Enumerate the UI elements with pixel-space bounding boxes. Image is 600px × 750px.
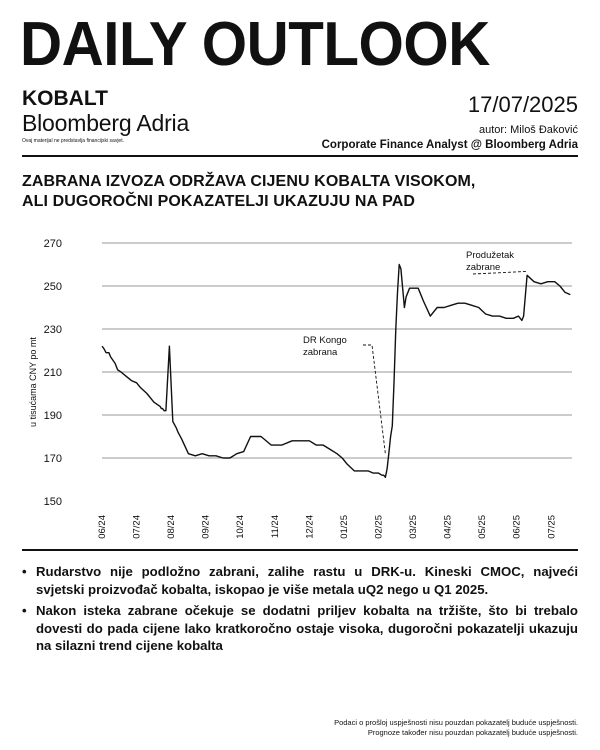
x-tick-label: 08/24 xyxy=(166,515,178,539)
chart-divider xyxy=(22,549,578,551)
bullet-item: • Rudarstvo nije podložno zabrani, zalihe rastu u DRK-u. Kineski CMOC, najveći svjetski proizvođač kobalta, iskopao je više metala uQ2 nego u Q1 2025. xyxy=(22,563,578,598)
x-tick-label: 09/24 xyxy=(200,515,212,539)
annotation-label: zabrane xyxy=(466,262,501,273)
x-tick-label: 07/25 xyxy=(546,515,558,539)
brand-name: Bloomberg Adria xyxy=(22,110,190,136)
x-tick-label: 06/24 xyxy=(97,515,108,539)
x-tick-label: 04/25 xyxy=(442,515,454,539)
x-tick-label: 05/25 xyxy=(477,515,489,539)
x-tick-label: 03/25 xyxy=(408,515,420,539)
bullet-item: • Nakon isteka zabrane očekuje se dodatni priljev kobalta na tržište, što bi trebalo dovesti do pada cijene lako kratkoročno ostaje visoka, dugoročni pokazatelji ukazuju na silazni trend cijene kobalta xyxy=(22,602,578,655)
headline xyxy=(22,172,578,212)
annotation-label: Produžetak xyxy=(466,250,515,261)
author-line: autor: Miloš Đaković xyxy=(478,124,578,136)
top-disclaimer: Ovaj materijal ne predstavlja financijski savjet. xyxy=(22,138,124,144)
headline-line-2: ALI DUGOROČNI POKAZATELJI UKAZUJU NA PAD xyxy=(22,193,416,210)
y-tick-label: 230 xyxy=(43,324,62,336)
x-tick-label: 12/24 xyxy=(304,515,316,539)
y-tick-label: 250 xyxy=(43,281,62,293)
price-series-line xyxy=(102,265,570,478)
author-role: Corporate Finance Analyst @ Bloomberg Adria xyxy=(321,139,578,151)
y-axis-ticks xyxy=(44,238,62,508)
y-tick-label: 150 xyxy=(43,496,62,508)
x-tick-label: 07/24 xyxy=(131,515,143,539)
headline-line-1: ZABRANA IZVOZA ODRŽAVA CIJENU KOBALTA VISOKOM, xyxy=(22,173,476,190)
annotation-label: zabrana xyxy=(303,347,338,358)
annotation-label: DR Kongo xyxy=(303,335,347,346)
y-tick-label: 210 xyxy=(43,367,62,379)
report-date: 17/07/2025 xyxy=(467,92,578,117)
header-divider xyxy=(22,155,578,157)
y-tick-label: 270 xyxy=(43,238,62,250)
x-tick-label: 10/24 xyxy=(235,515,247,539)
x-axis-ticks xyxy=(97,515,557,539)
x-tick-label: 11/24 xyxy=(269,515,281,539)
chart-annotations xyxy=(303,250,527,454)
footnote-line-2: Prognoze također nisu pouzdan pokazatelj buduće uspješnosti. xyxy=(367,728,578,737)
cobalt-price-chart xyxy=(0,228,600,540)
x-tick-label: 06/25 xyxy=(511,515,523,539)
x-tick-label: 01/25 xyxy=(338,515,350,539)
footnote xyxy=(334,718,578,738)
bullet-list xyxy=(22,563,578,659)
x-tick-label: 02/25 xyxy=(373,515,385,539)
footnote-line-1: Podaci o prošloj uspješnosti nisu pouzdan pokazatelj buduće uspješnosti. xyxy=(334,718,578,727)
y-axis-label: u tisućama CNY po mt xyxy=(28,337,38,427)
y-tick-label: 170 xyxy=(43,453,62,465)
annotation-leader xyxy=(363,345,385,454)
y-tick-label: 190 xyxy=(43,410,62,422)
commodity-label: KOBALT xyxy=(22,87,108,110)
masthead-title: DAILY OUTLOOK xyxy=(20,10,490,79)
